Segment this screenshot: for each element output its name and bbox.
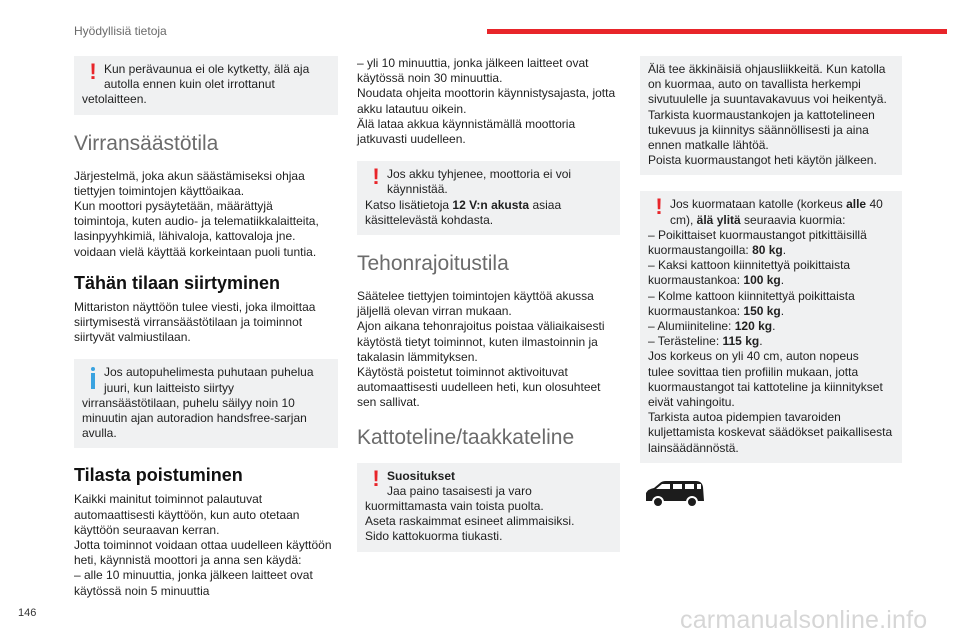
heading-exiting-mode: Tilasta poistuminen [74,465,243,486]
height-over-40-text: Jos korkeus on yli 40 cm, auton nopeus tulee sovittaa tien profiilin mukaan, jotta kuormaustangot tai kattoteline ja kiinnitykset eivät vahingoitu. Tarkista autoa pidempien tavaroiden kuljettamista koskevat säädökset paikallisesta lainsäädännöstä. [648,349,893,455]
power-saving-text: Järjestelmä, joka akun säästämiseksi ohjaa tiettyjen toimintojen käyttöaikaa. Kun moottori pysäytetään, määrättyjä toimintoja, kuten audio- ja telematiikkalaitteita, lasinpyyhkimiä, lähivaloja, kattovaloja jne. voidaan vielä käyttää korkeintaan puoli tuntia. [74,168,319,259]
load-list: – Poikittaiset kuormaustangot pitkittäisillä kuormaustangoilla: 80 kg. – Kaksi kattoon kiinnitettyä poikittaista kuormaustankoa: 100 kg. – Kolme kattoon kiinnitettyä poikittaista kuormaustankoa: 150 kg. – Alumiiniteline: 120 kg. – Terästeline: 115 kg. [648,227,867,349]
column-2 [357,56,620,568]
header-section-title: Hyödyllisiä tietoja [74,24,167,38]
recommendations-box: ! Suositukset Jaa paino tasaisesti ja varo kuormittamasta vain toista puolta. Aseta raskaimmat esineet alimmaisiksi. Sido kattokuorma tiukasti. [357,463,620,552]
column-1 [74,56,338,599]
exiting-mode-text: Kaikki mainitut toiminnot palautuvat automaattisesti käyttöön, kun auto otetaan käyttöön seuraavan kerran. Jotta toiminnot voidaan ottaa uudelleen käyttöön heti, käynnistä moottori ja anna sen käydä: – alle 10 minuuttia, jonka jälkeen laitteet ovat käytössä noin 5 minuuttia [74,492,332,598]
heading-power-saving: Virransäästötila [74,131,219,155]
warning-icon: ! [372,465,380,491]
battery-link-text: 12 V:n akusta [452,197,530,212]
warning-icon: ! [655,194,663,220]
info-icon [91,366,95,395]
warning-box-trailer: ! Kun perävaunua ei ole kytketty, älä aja autolla ennen kuin olet irrottanut vetolaitteen. [74,56,338,115]
heading-entering-mode: Tähän tilaan siirtyminen [74,272,281,293]
heading-power-limiting: Tehonrajoitustila [357,252,509,276]
roof-load-warning-box: ! Jos kuormataan katolle (korkeus alle 40 cm), älä ylitä seuraavia kuormia: – Poikittaiset kuormaustangot pitkittäisillä kuormaustangoilla: 80 kg. – Kaksi kattoon kiinnitettyä poikittaista kuormaustankoa: 100 kg. – Kolme kattoon kiinnitettyä poikittaista kuormaustankoa: 150 kg. – Alumiiniteline: 120 kg. – Terästeline: 115 kg. Jos korkeus on yli 40 cm, auton nopeus tulee sovittaa tien profiilin mukaan, jotta kuormaustangot tai kattoteline ja kiinnitykset eivät vahingoitu. Tarkista autoa pidempien tavaroiden kuljettamista koskevat säädökset paikallisesta lainsäädännöstä. [640,191,902,462]
column-3 [640,56,902,513]
heading-roof-rack: Kattoteline/taakkateline [357,425,575,449]
warning-box-battery: ! Jos akku tyhjenee, moottoria ei voi käynnistää. Katso lisätietoja 12 V:n akusta asiaa käsittelevästä kohdasta. [357,161,620,235]
continued-text: – yli 10 minuuttia, jonka jälkeen laitteet ovat käytössä noin 30 minuuttia. Noudata ohjeita moottorin käynnistysajasta, jotta akku latautuu oikein. Älä lataa akkua käynnistämällä moottoria jatkuvasti uudelleen. [357,56,616,147]
van-roof-icon [642,479,902,513]
header-accent-bar [487,29,947,34]
warning-icon: ! [89,59,97,84]
page-number: 146 [18,607,37,619]
roof-driving-box: Älä tee äkkinäisiä ohjausliikkeitä. Kun katolla on kuormaa, auto on tavallista herkempi sivutuulelle ja suuntavakavuus voi heikentyä. Tarkista kuormaustankojen ja kattotelineen tukevuus ja kiinnitys säännöllisesti ja aina ennen matkalle lähtöä. Poista kuormaustangot heti käytön jälkeen. [640,56,902,175]
entering-mode-text: Mittariston näyttöön tulee viesti, joka ilmoittaa siirtymisestä virransäästötilaan ja toiminnot siirtyvät valmiustilaan. [74,299,316,345]
power-limiting-text: Säätelee tiettyjen toimintojen käyttöä akussa jäljellä olevan virran mukaan. Ajon aikana tehonrajoitus poistaa väliaikaisesti käytöstä tietyt toiminnot, kuten ilmastoinnin ja takalasin lämmityksen. Käytöstä poistetut toiminnot aktivoituvat automaattisesti uudelleen heti, kun olosuhteet sen sallivat. [357,289,605,410]
watermark: carmanualsonline.info [680,606,928,634]
info-box-phone-call: Jos autopuhelimesta puhutaan puhelua juuri, kun laitteisto siirtyy virransäästötilaan, puhelu säilyy noin 10 minuutin ajan autoradion handsfree-sarjan avulla. [74,359,338,448]
warning-icon: ! [372,164,380,190]
